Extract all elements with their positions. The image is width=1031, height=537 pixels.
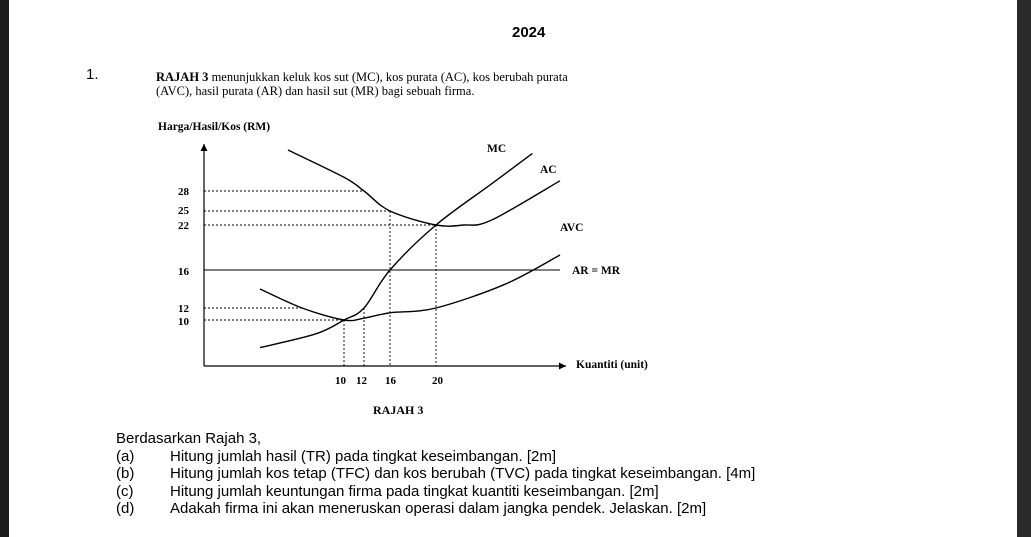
avc-curve-label: AVC — [560, 222, 584, 234]
question-item-a — [116, 448, 755, 466]
x-tick-16: 16 — [385, 375, 396, 387]
year-heading: 2024 — [512, 24, 546, 41]
question-label: (a) — [116, 447, 135, 465]
avc-curve — [260, 255, 560, 321]
mc-curve — [260, 153, 532, 347]
mc-curve-label: MC — [487, 143, 507, 155]
question-text: Adakah firma ini akan meneruskan operasi dalam jangka pendek. Jelaskan. [2m] — [170, 500, 707, 517]
x-tick-20: 20 — [432, 375, 443, 387]
y-tick-12: 12 — [178, 303, 189, 315]
question-label: (b) — [116, 465, 135, 482]
x-tick-12: 12 — [356, 375, 367, 387]
y-tick-10: 10 — [178, 316, 189, 328]
y-tick-28: 28 — [178, 186, 189, 198]
ar-mr-curve-label: AR = MR — [572, 265, 621, 277]
question-text: Hitung jumlah kos tetap (TFC) dan kos berubah (TVC) pada tingkat keseimbangan. [4m] — [170, 465, 756, 482]
question-label: (d) — [116, 500, 135, 517]
question-item-d — [116, 500, 755, 518]
y-axis-label: Harga/Hasil/Kos (RM) — [158, 121, 271, 133]
question-item-c — [116, 483, 755, 501]
x-axis-label: Kuantiti (unit) — [576, 359, 648, 371]
x-tick-10: 10 — [335, 375, 346, 387]
intro-text: menunjukkan keluk kos sut (MC), kos purata (AC), kos berubah purata — [208, 70, 568, 84]
intro-rajah-label: RAJAH 3 — [156, 70, 209, 84]
y-tick-25: 25 — [178, 205, 189, 217]
ac-curve — [288, 150, 560, 226]
y-tick-22: 22 — [178, 220, 189, 232]
intro-line-2: (AVC), hasil purata (AR) dan hasil sut (MR) bagi sebuah firma. — [156, 84, 475, 98]
question-text: Hitung jumlah keuntungan firma pada tingkat kuantiti keseimbangan. [2m] — [170, 482, 659, 500]
question-label: (c) — [116, 482, 134, 500]
question-number: 1. — [86, 66, 99, 83]
question-list — [116, 430, 755, 518]
figure-caption: RAJAH 3 — [373, 403, 424, 417]
question-item-b — [116, 465, 755, 483]
ac-curve-label: AC — [540, 164, 557, 176]
y-tick-16: 16 — [178, 266, 189, 278]
question-text: Hitung jumlah hasil (TR) pada tingkat keseimbangan. [2m] — [170, 447, 557, 465]
questions-intro: Berdasarkan Rajah 3, — [116, 430, 262, 447]
